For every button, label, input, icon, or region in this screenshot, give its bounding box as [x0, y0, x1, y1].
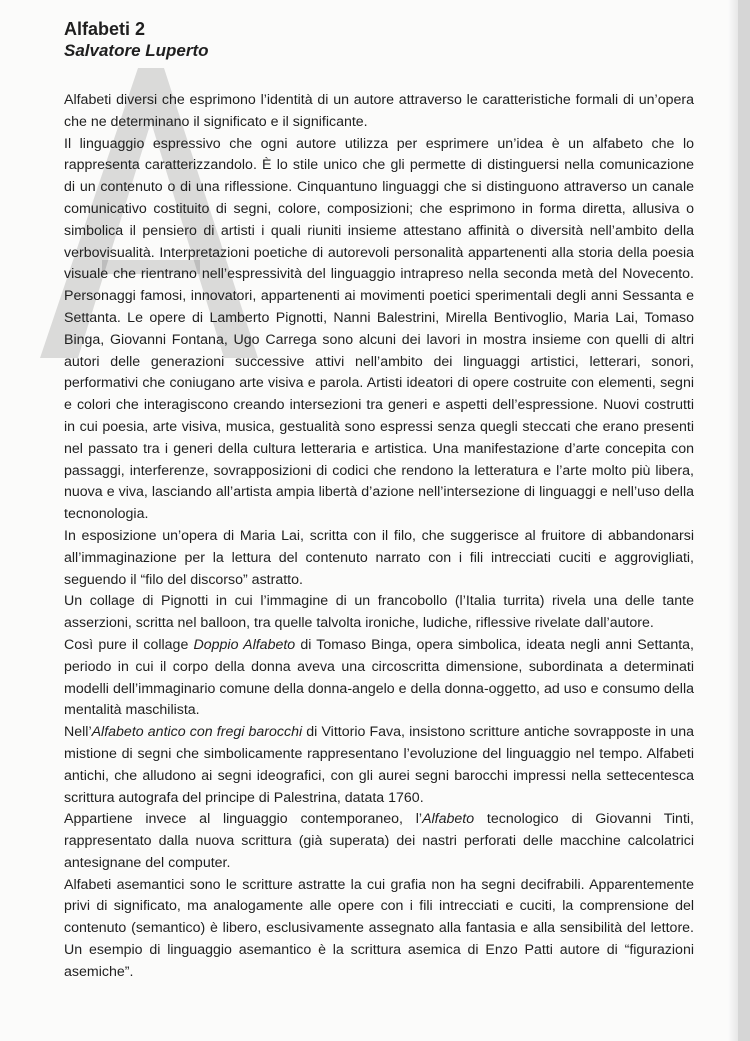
- body-paragraph: [64, 809, 694, 874]
- article: [64, 18, 694, 984]
- paragraph-text: Nell’: [64, 724, 92, 741]
- paragraph-text: di Tomaso Binga, opera simbolica, ideata negli anni Settanta, periodo in cui il corpo della donna aveva una circoscritta dimensione, subordinata a determinati modelli dell’immaginario comune della donna-angelo e della donna-oggetto, ad uso e consumo della mentalità maschilista.: [64, 636, 694, 719]
- italic-title-text: Alfabeto antico con fregi barocchi: [91, 724, 303, 741]
- paragraph-text: Alfabeti asemantici sono le scritture astratte la cui grafia non ha segni decifrabili. Apparentemente privi di significato, ma analogamente alle opere con i fili intrecciati e cuciti, la comprensione del contenuto (semantico) è libero, esclusivamente assegnato alla fantasia e alla sensibilità del lettore. Un esempio di linguaggio asemantico è la scrittura asemica di Enzo Patti autore di “figurazioni asemiche”.: [64, 876, 694, 980]
- body-paragraph: [64, 635, 694, 722]
- paragraph-text: di Vittorio Fava, insistono scritture antiche sovrapposte in una mistione di segni che simbolicamente rappresentano l’evoluzione del linguaggio nel tempo. Alfabeti antichi, che alludono ai segni ideografici, con gli aurei segni barocchi impressi nella settecentesca scrittura autografa del principe di Palestrina, datata 1760.: [64, 724, 694, 806]
- paragraph-text: tecnologico di Giovanni Tinti, rappresentato dalla nuova scrittura (già superata) dei nastri perforati delle macchine calcolatrici antesignane del computer.: [64, 811, 694, 871]
- body-paragraph: [64, 722, 694, 809]
- paragraph-text: Il linguaggio espressivo che ogni autore utilizza per esprimere un’idea è un alfabeto che lo rappresenta caratterizzandolo. È lo stile unico che gli permette di distinguersi nella comunicazione di un contenuto o di una riflessione. Cinquantuno linguaggi che si distinguono attraverso un canale comunicativo costituito di segni, colore, composizioni; che esprimono in forma diretta, allusiva o simbolica il pensiero di artisti i quali riuniti insieme attestano affinità o diversità nell’ambito della verbovisualità. Interpretazioni poetiche di autorevoli personalità appartenenti alla storia della poesia visuale che rientrano nell’espressività del linguaggio intrapreso nella seconda metà del Novecento. Personaggi famosi, innovatori, appartenenti ai movimenti poetici sperimentali degli anni Sessanta e Settanta. Le opere di Lamberto Pignotti, Nanni Balestrini, Mirella Bentivoglio, Maria Lai, Tomaso Binga, Giovanni Fontana, Ugo Carrega sono alcuni dei lavori in mostra insieme con quelli di altri autori delle generazioni successive attivi nell’ambito dei linguaggi artistici, letterari, sonori, performativi che coniugano arte visiva e parola. Artisti ideatori di opere costruite con elementi, segni e colori che interagiscono creando intersezioni tra generi e aspetti dell’espressione. Nuovi costrutti in cui poesia, arte visiva, musica, gestualità sono espressi senza quegli steccati che erano presenti nel passato tra i generi della cultura letteraria e artistica. Una manifestazione d’arte concepita con passaggi, interferenze, sovrapposizioni di codici che rendono la letteratura e l’arte molto più libera, nuova e viva, lasciando all’artista ampia libertà d’azione nell’intersezione di linguaggi e nell’uso della tecnonologia.: [64, 135, 694, 523]
- body-paragraph: [64, 875, 694, 984]
- article-body: [64, 90, 694, 984]
- body-paragraph: [64, 526, 694, 591]
- article-author: Salvatore Luperto: [64, 41, 209, 60]
- paragraph-text: Così pure il collage: [64, 636, 194, 653]
- paragraph-text: Alfabeti diversi che esprimono l’identità di un autore attraverso le caratteristiche formali di un’opera che ne determinano il significato e il significante.: [64, 92, 694, 130]
- paragraph-text: Appartiene invece al linguaggio contemporaneo, l’: [64, 811, 423, 828]
- article-title: Alfabeti 2: [64, 19, 146, 39]
- italic-title-text: Doppio Alfabeto: [193, 636, 296, 653]
- body-paragraph: [64, 591, 694, 635]
- paragraph-text: In esposizione un’opera di Maria Lai, scritta con il filo, che suggerisce al fruitore di abbandonarsi all’immaginazione per la lettura del contenuto narrato con i fili intrecciati cuciti e aggrovigliati, seguendo il “filo del discorso” astratto.: [64, 527, 694, 588]
- body-paragraph: [64, 134, 694, 526]
- body-paragraph: [64, 90, 694, 134]
- paragraph-text: Un collage di Pignotti in cui l’immagine di un francobollo (l’Italia turrita) rivela una delle tante asserzioni, scritta nel balloon, tra quelle talvolta ironiche, ludiche, riflessive rivelate dall’autore.: [64, 593, 694, 632]
- italic-title-text: Alfabeto: [422, 811, 475, 828]
